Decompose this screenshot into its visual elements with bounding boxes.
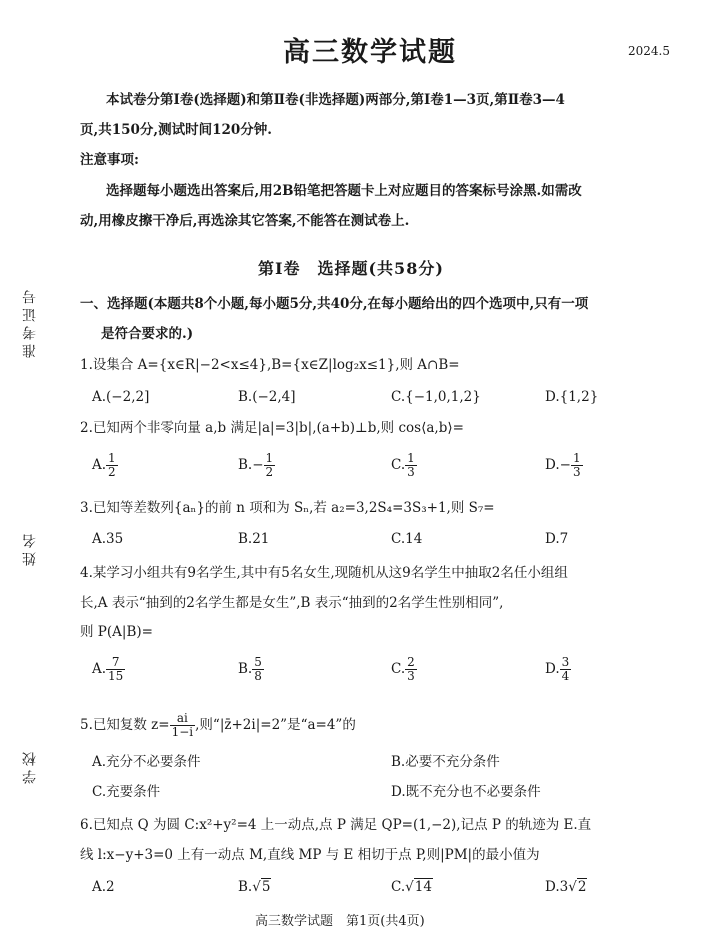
section-title: 第Ⅰ卷 选择题(共58分)	[258, 259, 444, 278]
side-label-name: 姓名	[22, 530, 38, 566]
side-label-school: 学校	[22, 748, 38, 784]
q1-option-b: B.(−2,4]	[238, 389, 296, 405]
q4-option-a: A. $\frac{7}{15}$	[92, 655, 124, 683]
q5-option-d: D.既不充分也不必要条件	[391, 784, 541, 800]
q4-option-d: D. $\frac{3}{4}$	[545, 655, 570, 683]
q1-option-a: A.(−2,2]	[92, 389, 150, 405]
q5-option-c: C.充要条件	[92, 784, 161, 800]
notes-title: 注意事项:	[80, 152, 139, 168]
q1-stem: 1.设集合 A={x∈R|−2<x≤4},B={x∈Z|log₂x≤1},则 A∩B=	[80, 357, 460, 373]
intro-line-2: 页,共150分,测试时间120分钟.	[80, 122, 272, 138]
q2-stem: 2.已知两个非零向量 a,b 满足|a|=3|b|,(a+b)⊥b,则 cos⟨a,b⟩=	[80, 420, 464, 436]
q3-stem: 3.已知等差数列{aₙ}的前 n 项和为 Sₙ,若 a₂=3,2S₄=3S₃+1,则 S₇=	[80, 500, 495, 516]
q5-option-b: B.必要不充分条件	[391, 754, 500, 770]
q2-option-d: D.− $\frac{1}{3}$	[545, 451, 581, 479]
q2-option-b: B.− $\frac{1}{2}$	[238, 451, 274, 479]
side-label-exam-id: 准考证号	[22, 286, 38, 358]
q1-option-d: D.{1,2}	[545, 389, 599, 405]
q4-line-1: 4.某学习小组共有9名学生,其中有5名女生,现随机从这9名学生中抽取2名任小组组	[80, 565, 568, 581]
q6-line-1: 6.已知点 Q 为圆 C:x²+y²=4 上一动点,点 P 满足 QP=(1,−2),记点 P 的轨迹为 E.直	[80, 817, 592, 833]
q3-option-b: B.21	[238, 531, 270, 547]
part1-heading-2: 是符合要求的.)	[101, 326, 194, 342]
page-title: 高三数学试题	[283, 37, 457, 68]
q2-option-c: C. $\frac{1}{3}$	[391, 451, 415, 479]
q4-option-c: C. $\frac{2}{3}$	[391, 655, 415, 683]
note-line-2: 动,用橡皮擦干净后,再选涂其它答案,不能答在测试卷上.	[80, 213, 410, 229]
note-line-1: 选择题每小题选出答案后,用2B铅笔把答题卡上对应题目的答案标号涂黑.如需改	[106, 183, 582, 199]
part1-heading-1: 一、选择题(本题共8个小题,每小题5分,共40分,在每小题给出的四个选项中,只有一项	[80, 296, 589, 312]
q5-option-a: A.充分不必要条件	[92, 754, 201, 770]
q4-option-b: B. $\frac{5}{8}$	[238, 655, 262, 683]
q3-option-d: D.7	[545, 531, 569, 547]
q6-option-d: D.3√2	[545, 879, 587, 895]
exam-date: 2024.5	[628, 44, 670, 58]
q6-option-b: B.√5	[238, 879, 271, 895]
q4-line-3: 则 P(A|B)=	[80, 624, 153, 640]
page-footer: 高三数学试题 第1页(共4页)	[255, 914, 425, 929]
q2-option-a: A. $\frac{1}{2}$	[92, 451, 116, 479]
q4-line-2: 长,A 表示“抽到的2名学生都是女生”,B 表示“抽到的2名学生性别相同”,	[80, 595, 504, 611]
q3-option-a: A.35	[92, 531, 124, 547]
q6-option-a: A.2	[92, 879, 115, 895]
q5-stem: 5.已知复数 z= $\frac{ai}{1-i}$ ,则“|z̄+2i|=2”是“a=4”的	[80, 711, 356, 739]
q3-option-c: C.14	[391, 531, 423, 547]
q6-line-2: 线 l:x−y+3=0 上有一动点 M,直线 MP 与 E 相切于点 P,则|PM|的最小值为	[80, 847, 540, 863]
q1-option-c: C.{−1,0,1,2}	[391, 389, 481, 405]
q6-option-c: C.√14	[391, 879, 432, 895]
intro-line-1: 本试卷分第Ⅰ卷(选择题)和第Ⅱ卷(非选择题)两部分,第Ⅰ卷1—3页,第Ⅱ卷3—4	[106, 92, 565, 108]
